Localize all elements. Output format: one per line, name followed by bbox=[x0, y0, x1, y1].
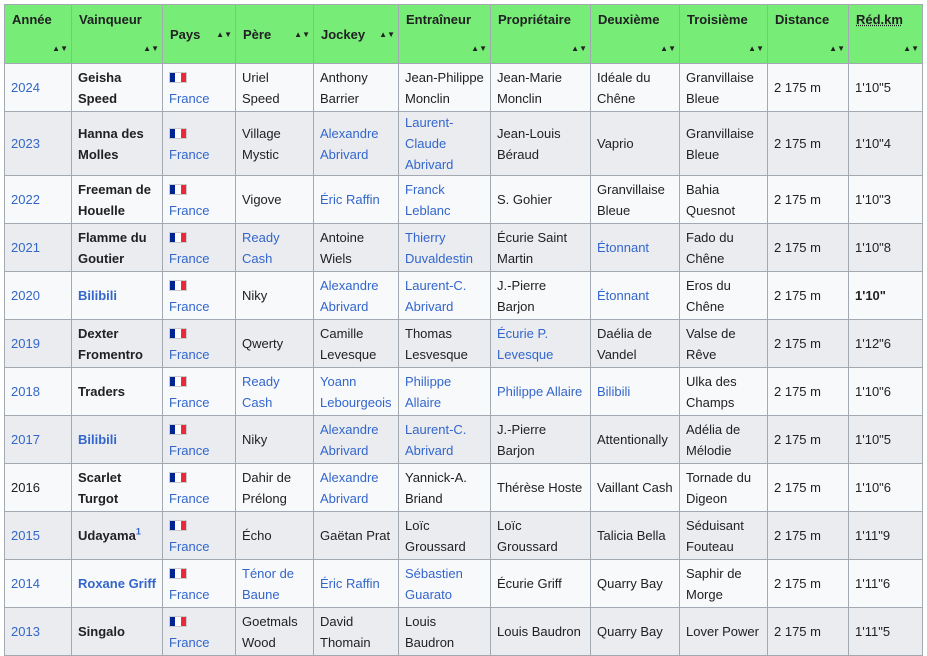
sort-arrows-icon[interactable]: ▲▼ bbox=[52, 44, 68, 53]
owner-cell: Louis Baudron bbox=[491, 608, 591, 656]
country-link[interactable]: France bbox=[169, 202, 210, 218]
third-cell: Valse de Rêve bbox=[680, 320, 768, 368]
table-row bbox=[5, 112, 923, 176]
sire-cell: Vigove bbox=[236, 176, 314, 224]
country-cell bbox=[163, 64, 236, 112]
distance-cell: 2 175 m bbox=[768, 464, 849, 512]
jockey-link[interactable]: Éric Raffin bbox=[314, 560, 399, 608]
table-row bbox=[5, 368, 923, 416]
red-km-cell: 1'10"5 bbox=[849, 64, 923, 112]
year-cell: 2016 bbox=[5, 464, 72, 512]
country-link[interactable]: France bbox=[169, 586, 210, 602]
third-cell: Ulka des Champs bbox=[680, 368, 768, 416]
france-flag-icon bbox=[169, 128, 187, 139]
second-cell: Idéale du Chêne bbox=[591, 64, 680, 112]
country-cell bbox=[163, 224, 236, 272]
sort-arrows-icon[interactable]: ▲▼ bbox=[748, 44, 764, 53]
country-link[interactable]: France bbox=[169, 146, 210, 162]
third-cell: Séduisant Fouteau bbox=[680, 512, 768, 560]
country-cell bbox=[163, 112, 236, 176]
table-row bbox=[5, 64, 923, 112]
sire-link[interactable]: Ready Cash bbox=[236, 368, 314, 416]
year-link[interactable]: 2014 bbox=[5, 560, 72, 608]
third-cell: Adélia de Mélodie bbox=[680, 416, 768, 464]
red-km-cell: 1'11"6 bbox=[849, 560, 923, 608]
france-flag-icon bbox=[169, 376, 187, 387]
country-link[interactable]: France bbox=[169, 490, 210, 506]
third-cell: Eros du Chêne bbox=[680, 272, 768, 320]
sort-header-distance[interactable]: Distance ▲▼ bbox=[768, 5, 849, 64]
france-flag-icon bbox=[169, 72, 187, 83]
winner-cell: Scarlet Turgot bbox=[72, 464, 163, 512]
trainer-link[interactable]: Laurent-C. Abrivard bbox=[399, 272, 491, 320]
country-cell bbox=[163, 608, 236, 656]
jockey-cell: Anthony Barrier bbox=[314, 64, 399, 112]
second-cell: Quarry Bay bbox=[591, 560, 680, 608]
france-flag-icon bbox=[169, 184, 187, 195]
sort-header-pere[interactable]: Père ▲▼ bbox=[236, 5, 314, 64]
winner-cell: Dexter Fromentro bbox=[72, 320, 163, 368]
sire-cell: Qwerty bbox=[236, 320, 314, 368]
sort-header-troisieme[interactable]: Troisième ▲▼ bbox=[680, 5, 768, 64]
sort-arrows-icon[interactable]: ▲▼ bbox=[903, 44, 919, 53]
jockey-link[interactable]: Éric Raffin bbox=[314, 176, 399, 224]
sire-cell: Dahir de Prélong bbox=[236, 464, 314, 512]
table-row bbox=[5, 176, 923, 224]
trainer-link[interactable]: Franck Leblanc bbox=[399, 176, 491, 224]
france-flag-icon bbox=[169, 568, 187, 579]
year-link[interactable]: 2023 bbox=[5, 112, 72, 176]
sort-header-pays[interactable]: Pays ▲▼ bbox=[163, 5, 236, 64]
sire-cell: Goetmals Wood bbox=[236, 608, 314, 656]
third-cell: Fado du Chêne bbox=[680, 224, 768, 272]
year-link[interactable]: 2019 bbox=[5, 320, 72, 368]
trainer-cell: Thomas Lesvesque bbox=[399, 320, 491, 368]
red-km-cell: 1'10"5 bbox=[849, 416, 923, 464]
france-flag-icon bbox=[169, 232, 187, 243]
sort-header-red-km[interactable]: Réd.km ▲▼ bbox=[849, 5, 923, 64]
winner-cell: Singalo bbox=[72, 608, 163, 656]
table-row bbox=[5, 560, 923, 608]
second-link[interactable]: Étonnant bbox=[591, 272, 680, 320]
distance-cell: 2 175 m bbox=[768, 320, 849, 368]
france-flag-icon bbox=[169, 424, 187, 435]
third-cell: Bahia Quesnot bbox=[680, 176, 768, 224]
country-cell bbox=[163, 416, 236, 464]
winner-cell: Geisha Speed bbox=[72, 64, 163, 112]
country-link[interactable]: France bbox=[169, 90, 210, 106]
year-link[interactable]: 2021 bbox=[5, 224, 72, 272]
country-cell bbox=[163, 368, 236, 416]
trainer-cell: Jean-Philippe Monclin bbox=[399, 64, 491, 112]
sort-arrows-icon[interactable]: ▲▼ bbox=[216, 29, 232, 39]
france-flag-icon bbox=[169, 328, 187, 339]
owner-link[interactable]: Écurie P. Levesque bbox=[491, 320, 591, 368]
sort-arrows-icon[interactable]: ▲▼ bbox=[143, 44, 159, 53]
red-km-cell: 1'10"3 bbox=[849, 176, 923, 224]
year-link[interactable]: 2022 bbox=[5, 176, 72, 224]
winner-cell: Traders bbox=[72, 368, 163, 416]
second-cell: Vaprio bbox=[591, 112, 680, 176]
owner-cell: J.-Pierre Barjon bbox=[491, 272, 591, 320]
red-km-cell: 1'10"4 bbox=[849, 112, 923, 176]
winner-link[interactable]: Roxane Griff bbox=[72, 560, 163, 608]
country-cell bbox=[163, 464, 236, 512]
trainer-link[interactable]: Sébastien Guarato bbox=[399, 560, 491, 608]
sort-arrows-icon[interactable]: ▲▼ bbox=[471, 44, 487, 53]
third-cell: Tornade du Digeon bbox=[680, 464, 768, 512]
jockey-link[interactable]: Alexandre Abrivard bbox=[314, 112, 399, 176]
owner-cell: Écurie Saint Martin bbox=[491, 224, 591, 272]
owner-cell: Thérèse Hoste bbox=[491, 464, 591, 512]
table-row bbox=[5, 272, 923, 320]
second-link[interactable]: Bilibili bbox=[591, 368, 680, 416]
second-cell: Quarry Bay bbox=[591, 608, 680, 656]
sort-arrows-icon[interactable]: ▲▼ bbox=[829, 44, 845, 53]
footnote-link[interactable]: 1 bbox=[135, 526, 141, 537]
trainer-link[interactable]: Philippe Allaire bbox=[399, 368, 491, 416]
sire-link[interactable]: Ready Cash bbox=[236, 224, 314, 272]
sort-header-annee[interactable]: Année ▲▼ bbox=[5, 5, 72, 64]
red-km-cell: 1'11"5 bbox=[849, 608, 923, 656]
second-cell: Talicia Bella bbox=[591, 512, 680, 560]
country-link[interactable]: France bbox=[169, 634, 210, 650]
year-link[interactable]: 2018 bbox=[5, 368, 72, 416]
trainer-link[interactable]: Thierry Duvaldestin bbox=[399, 224, 491, 272]
jockey-link[interactable]: Alexandre Abrivard bbox=[314, 272, 399, 320]
france-flag-icon bbox=[169, 520, 187, 531]
sort-header-deuxieme[interactable]: Deuxième ▲▼ bbox=[591, 5, 680, 64]
second-cell: Vaillant Cash bbox=[591, 464, 680, 512]
third-cell: Lover Power bbox=[680, 608, 768, 656]
second-cell: Granvillaise Bleue bbox=[591, 176, 680, 224]
table-row bbox=[5, 512, 923, 560]
red-km-cell: 1'11"9 bbox=[849, 512, 923, 560]
third-cell: Granvillaise Bleue bbox=[680, 112, 768, 176]
sire-cell: Niky bbox=[236, 416, 314, 464]
jockey-cell: Camille Levesque bbox=[314, 320, 399, 368]
france-flag-icon bbox=[169, 280, 187, 291]
trainer-link[interactable]: Laurent-C. Abrivard bbox=[399, 416, 491, 464]
winner-cell: Flamme du Goutier bbox=[72, 224, 163, 272]
table-row bbox=[5, 320, 923, 368]
distance-cell: 2 175 m bbox=[768, 560, 849, 608]
table-row bbox=[5, 416, 923, 464]
distance-cell: 2 175 m bbox=[768, 416, 849, 464]
jockey-cell: Gaëtan Prat bbox=[314, 512, 399, 560]
owner-link[interactable]: Philippe Allaire bbox=[491, 368, 591, 416]
trainer-cell: Yannick-A. Briand bbox=[399, 464, 491, 512]
country-link[interactable]: France bbox=[169, 394, 210, 410]
third-cell: Granvillaise Bleue bbox=[680, 64, 768, 112]
country-cell bbox=[163, 320, 236, 368]
jockey-link[interactable]: Alexandre Abrivard bbox=[314, 464, 399, 512]
jockey-link[interactable]: Alexandre Abrivard bbox=[314, 416, 399, 464]
sort-header-entraineur[interactable]: Entraîneur ▲▼ bbox=[399, 5, 491, 64]
sort-arrows-icon[interactable]: ▲▼ bbox=[571, 44, 587, 53]
france-flag-icon bbox=[169, 472, 187, 483]
third-cell: Saphir de Morge bbox=[680, 560, 768, 608]
second-cell: Daélia de Vandel bbox=[591, 320, 680, 368]
table-row bbox=[5, 224, 923, 272]
sort-arrows-icon[interactable]: ▲▼ bbox=[660, 44, 676, 53]
winners-table bbox=[4, 4, 923, 656]
country-cell bbox=[163, 176, 236, 224]
winner-link[interactable]: Bilibili bbox=[72, 416, 163, 464]
owner-cell: J.-Pierre Barjon bbox=[491, 416, 591, 464]
second-link[interactable]: Étonnant bbox=[591, 224, 680, 272]
france-flag-icon bbox=[169, 616, 187, 627]
owner-cell: Jean-Marie Monclin bbox=[491, 64, 591, 112]
trainer-cell: Louis Baudron bbox=[399, 608, 491, 656]
sire-cell: Écho bbox=[236, 512, 314, 560]
red-km-cell: 1'10"6 bbox=[849, 464, 923, 512]
sort-header-jockey[interactable]: Jockey ▲▼ bbox=[314, 5, 399, 64]
sort-header-vainqueur[interactable]: Vainqueur ▲▼ bbox=[72, 5, 163, 64]
sire-cell: Village Mystic bbox=[236, 112, 314, 176]
owner-cell: Écurie Griff bbox=[491, 560, 591, 608]
trainer-cell: Loïc Groussard bbox=[399, 512, 491, 560]
country-cell bbox=[163, 512, 236, 560]
trainer-link[interactable]: Laurent-Claude Abrivard bbox=[399, 112, 491, 176]
header-row bbox=[5, 5, 923, 64]
country-link[interactable]: France bbox=[169, 346, 210, 362]
jockey-link[interactable]: Yoann Lebourgeois bbox=[314, 368, 399, 416]
distance-cell: 2 175 m bbox=[768, 112, 849, 176]
country-link[interactable]: France bbox=[169, 442, 210, 458]
table-row bbox=[5, 608, 923, 656]
distance-cell: 2 175 m bbox=[768, 176, 849, 224]
year-link[interactable]: 2020 bbox=[5, 272, 72, 320]
sort-header-proprietaire[interactable]: Propriétaire ▲▼ bbox=[491, 5, 591, 64]
jockey-cell: Antoine Wiels bbox=[314, 224, 399, 272]
distance-cell: 2 175 m bbox=[768, 608, 849, 656]
red-km-cell: 1'12"6 bbox=[849, 320, 923, 368]
sire-link[interactable]: Ténor de Baune bbox=[236, 560, 314, 608]
red-km-cell: 1'10"8 bbox=[849, 224, 923, 272]
red-km-cell: 1'10"6 bbox=[849, 368, 923, 416]
country-link[interactable]: France bbox=[169, 250, 210, 266]
country-cell bbox=[163, 272, 236, 320]
year-link[interactable]: 2013 bbox=[5, 608, 72, 656]
distance-cell: 2 175 m bbox=[768, 368, 849, 416]
year-link[interactable]: 2015 bbox=[5, 512, 72, 560]
winner-cell: Hanna des Molles bbox=[72, 112, 163, 176]
second-cell: Attentionally bbox=[591, 416, 680, 464]
table-row bbox=[5, 464, 923, 512]
owner-cell: Loïc Groussard bbox=[491, 512, 591, 560]
distance-cell: 2 175 m bbox=[768, 224, 849, 272]
distance-cell: 2 175 m bbox=[768, 272, 849, 320]
sire-cell: Niky bbox=[236, 272, 314, 320]
country-link[interactable]: France bbox=[169, 298, 210, 314]
sort-arrows-icon[interactable]: ▲▼ bbox=[294, 29, 310, 39]
sort-arrows-icon[interactable]: ▲▼ bbox=[379, 29, 395, 39]
red-km-cell: 1'10" bbox=[849, 272, 923, 320]
jockey-cell: David Thomain bbox=[314, 608, 399, 656]
owner-cell: Jean-Louis Béraud bbox=[491, 112, 591, 176]
winner-cell: Udayama$^1$ bbox=[72, 512, 163, 560]
distance-cell: 2 175 m bbox=[768, 512, 849, 560]
sire-cell: Uriel Speed bbox=[236, 64, 314, 112]
distance-cell: 2 175 m bbox=[768, 64, 849, 112]
winner-cell: Freeman de Houelle bbox=[72, 176, 163, 224]
country-cell bbox=[163, 560, 236, 608]
owner-cell: S. Gohier bbox=[491, 176, 591, 224]
winner-link[interactable]: Bilibili bbox=[72, 272, 163, 320]
year-link[interactable]: 2024 bbox=[5, 64, 72, 112]
country-link[interactable]: France bbox=[169, 538, 210, 554]
year-link[interactable]: 2017 bbox=[5, 416, 72, 464]
